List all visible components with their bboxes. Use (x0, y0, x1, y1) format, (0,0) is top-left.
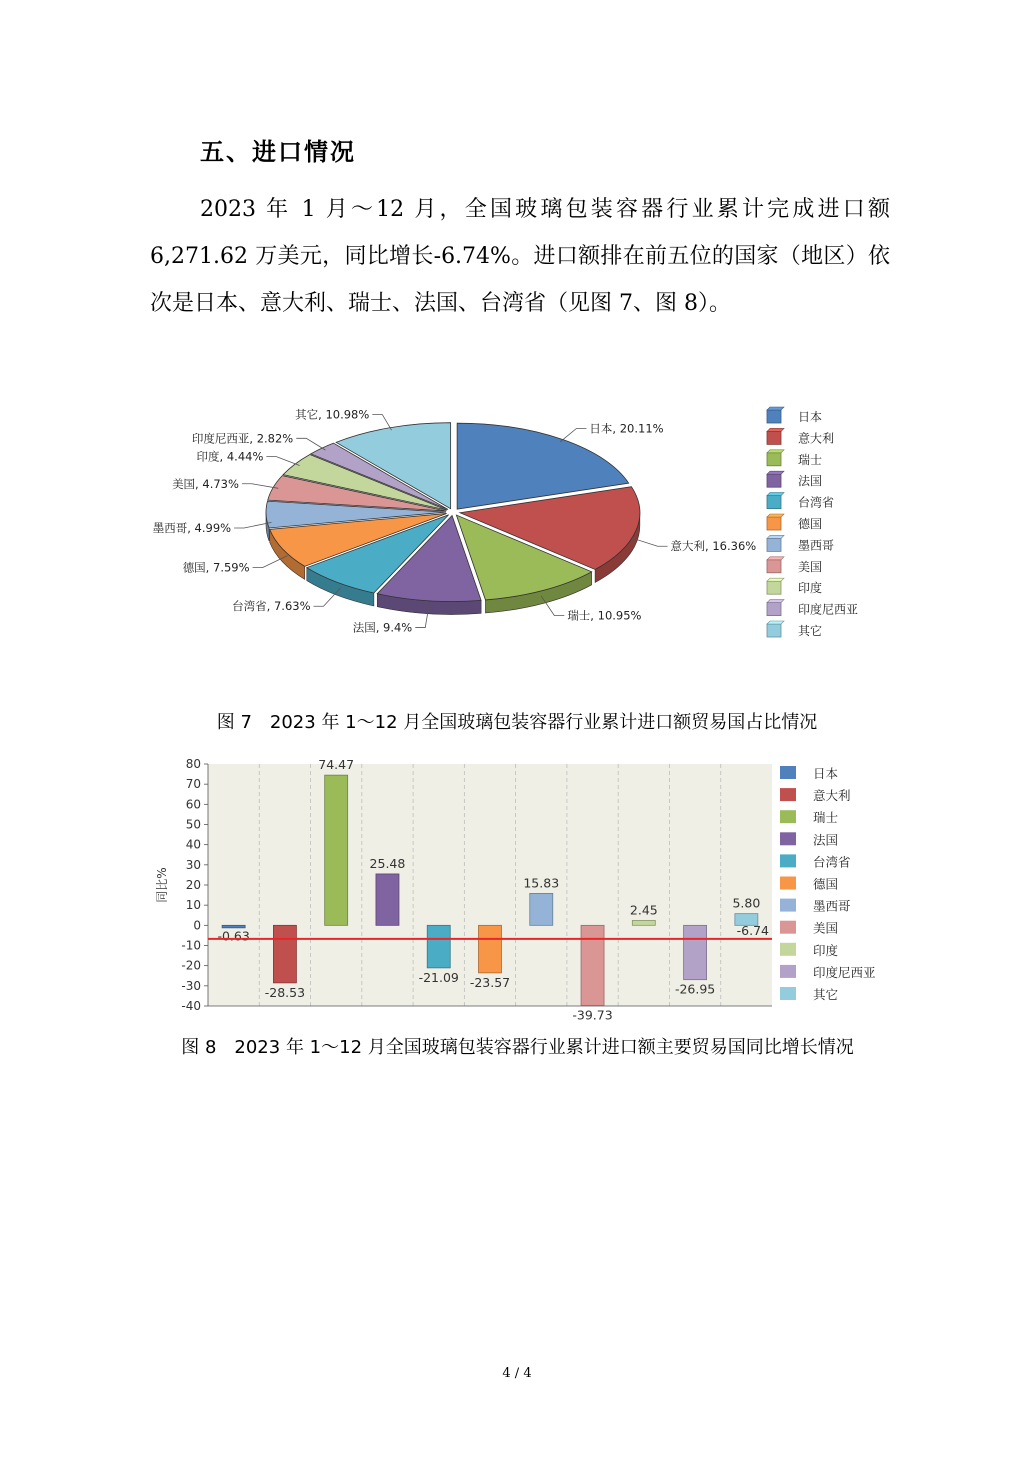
pie-legend-item (767, 621, 822, 638)
bar-legend-item (780, 899, 851, 914)
bar-legend-item (780, 943, 839, 958)
legend-label: 日本 (813, 766, 839, 781)
legend-label: 法国 (813, 832, 839, 848)
y-axis-label: 同比% (155, 867, 169, 903)
legend-label: 瑞士 (798, 452, 823, 467)
legend-swatch (780, 766, 796, 779)
bar-value-label: -0.63 (217, 928, 250, 944)
legend-swatch-top (767, 535, 784, 538)
legend-swatch (780, 899, 796, 912)
legend-swatch (780, 854, 796, 867)
bar-意大利 (273, 925, 296, 983)
reference-line-label: -6.74 (736, 922, 769, 938)
pie-data-label: 意大利, 16.36% (670, 539, 757, 554)
bar-legend-item (780, 810, 838, 825)
pie-legend-item (767, 578, 822, 595)
legend-swatch-top (767, 428, 784, 431)
legend-swatch (767, 538, 781, 551)
legend-label: 日本 (798, 410, 823, 424)
bar-日本 (222, 925, 245, 928)
legend-label: 德国 (813, 876, 839, 892)
pie-data-label: 台湾省, 7.63% (232, 599, 311, 614)
bar-台湾省 (427, 925, 450, 968)
page-number: 4 / 4 (502, 1366, 532, 1381)
pie-legend-item (767, 535, 834, 552)
pie-data-label: 德国, 7.59% (182, 560, 250, 575)
pie-data-label: 美国, 4.73% (172, 476, 239, 491)
legend-swatch-top (767, 578, 784, 581)
y-tick-label: 60 (185, 797, 201, 812)
legend-swatch-top (767, 600, 784, 603)
legend-swatch (780, 921, 796, 934)
legend-swatch-top (767, 557, 784, 560)
legend-swatch (780, 943, 796, 956)
legend-swatch (767, 517, 781, 530)
y-tick-label: -20 (181, 958, 201, 973)
pie-data-label: 印度尼西亚, 2.82% (191, 431, 294, 446)
legend-swatch (767, 431, 781, 444)
y-tick-label: 40 (185, 837, 201, 852)
legend-swatch (780, 877, 796, 890)
bar-value-label: 25.48 (369, 855, 406, 871)
section-heading: 五、进口情况 (200, 138, 356, 166)
bar-德国 (479, 925, 502, 973)
legend-swatch-top (767, 514, 784, 517)
pie-legend-item (767, 428, 834, 445)
figure7-caption: 图 7 2023 年 1～12 月全国玻璃包装容器行业累计进口额贸易国占比情况 (216, 712, 818, 733)
bar-legend-item (780, 965, 876, 980)
pie-legend-item (767, 407, 822, 424)
pie-legend-item (767, 600, 858, 617)
legend-label: 墨西哥 (813, 898, 851, 914)
y-tick-label: 10 (185, 898, 201, 913)
bar-印度尼西亚 (684, 925, 707, 979)
figure8-bar-chart (150, 752, 885, 1027)
bar-value-label: -26.95 (674, 981, 716, 997)
bar-legend-item (780, 921, 838, 936)
pie-data-label: 法国, 9.4% (352, 620, 413, 635)
legend-label: 印度尼西亚 (813, 964, 876, 980)
legend-label: 意大利 (813, 788, 851, 804)
bar-value-label: -23.57 (469, 974, 511, 990)
legend-swatch-top (767, 407, 784, 410)
legend-swatch-top (767, 471, 784, 474)
legend-label: 德国 (798, 517, 823, 531)
bar-legend-item (780, 788, 851, 803)
y-tick-label: 70 (185, 777, 201, 792)
legend-label: 台湾省 (813, 854, 851, 870)
y-tick-label: 0 (193, 918, 201, 933)
legend-label: 台湾省 (798, 495, 835, 510)
legend-label: 法国 (798, 474, 823, 489)
bar-value-label: 15.83 (523, 875, 560, 891)
legend-swatch (767, 603, 781, 616)
legend-swatch (780, 810, 796, 823)
bar-瑞士 (325, 775, 348, 925)
body-paragraph: 2023 年 1 月～12 月，全国玻璃包装容器行业累计完成进口额 6,271.62 万美元，同比增长-6.74%。进口额排在前五位的国家（地区）依次是日本、意大利、瑞士、法国、台湾省（见图 7、图 8）。 (150, 197, 890, 316)
legend-label: 印度尼西亚 (798, 602, 859, 617)
bar-value-label: -21.09 (418, 969, 459, 985)
pie-data-label: 其它, 10.98% (295, 407, 370, 422)
legend-swatch (767, 474, 781, 487)
legend-swatch (767, 624, 781, 637)
bar-value-label: 74.47 (318, 757, 355, 773)
pie-data-label: 瑞士, 10.95% (567, 608, 642, 623)
bar-value-label: -28.53 (264, 984, 306, 1000)
legend-swatch (767, 560, 781, 573)
legend-label: 印度 (798, 581, 823, 596)
y-tick-label: -40 (181, 999, 201, 1013)
legend-label: 意大利 (798, 431, 835, 446)
pie-legend-item (767, 471, 822, 488)
bar-法国 (376, 874, 399, 925)
y-tick-label: 30 (185, 857, 201, 872)
figure8-caption: 图 8 2023 年 1～12 月全国玻璃包装容器行业累计进口额主要贸易国同比增长情况 (181, 1037, 854, 1058)
bar-value-label: 5.80 (732, 895, 761, 911)
y-tick-label: -10 (181, 938, 201, 953)
pie-legend-item (767, 557, 822, 574)
pie-leader-line (242, 484, 278, 489)
bar-value-label: -39.73 (572, 1007, 613, 1023)
y-tick-label: -30 (181, 978, 201, 993)
bar-legend-item (780, 832, 838, 847)
pie-legend-item (767, 493, 834, 510)
bar-legend-item (780, 987, 838, 1002)
legend-label: 墨西哥 (798, 538, 835, 553)
legend-swatch (780, 788, 796, 801)
pie-legend-item (767, 514, 822, 531)
legend-label: 其它 (798, 624, 823, 638)
legend-swatch (767, 496, 781, 509)
legend-swatch (780, 987, 796, 1000)
pie-data-label: 日本, 20.11% (589, 421, 664, 436)
bar-美国 (581, 925, 604, 1005)
legend-swatch (780, 965, 796, 978)
legend-label: 印度 (813, 942, 839, 958)
legend-swatch-top (767, 493, 784, 496)
bar-印度 (632, 920, 655, 925)
legend-label: 美国 (813, 920, 839, 936)
bar-value-label: 2.45 (629, 902, 658, 918)
bar-legend-item (780, 854, 851, 869)
pie-data-label: 墨西哥, 4.99% (152, 521, 232, 536)
legend-label: 美国 (798, 559, 823, 574)
legend-swatch-top (767, 621, 784, 624)
legend-swatch (767, 410, 781, 423)
figure7-pie-chart (150, 400, 885, 660)
legend-swatch (767, 453, 781, 466)
legend-swatch-top (767, 450, 784, 453)
y-tick-label: 50 (185, 817, 201, 832)
pie-legend-item (767, 450, 822, 467)
pie-data-label: 印度, 4.44% (196, 449, 264, 464)
y-tick-label: 80 (185, 757, 201, 771)
legend-swatch (780, 832, 796, 845)
bar-legend-item (780, 766, 838, 781)
bar-墨西哥 (530, 893, 553, 925)
legend-label: 瑞士 (813, 810, 839, 826)
y-tick-label: 20 (185, 878, 201, 892)
legend-swatch (767, 581, 781, 594)
legend-label: 其它 (813, 987, 839, 1002)
bar-legend-item (780, 877, 838, 892)
